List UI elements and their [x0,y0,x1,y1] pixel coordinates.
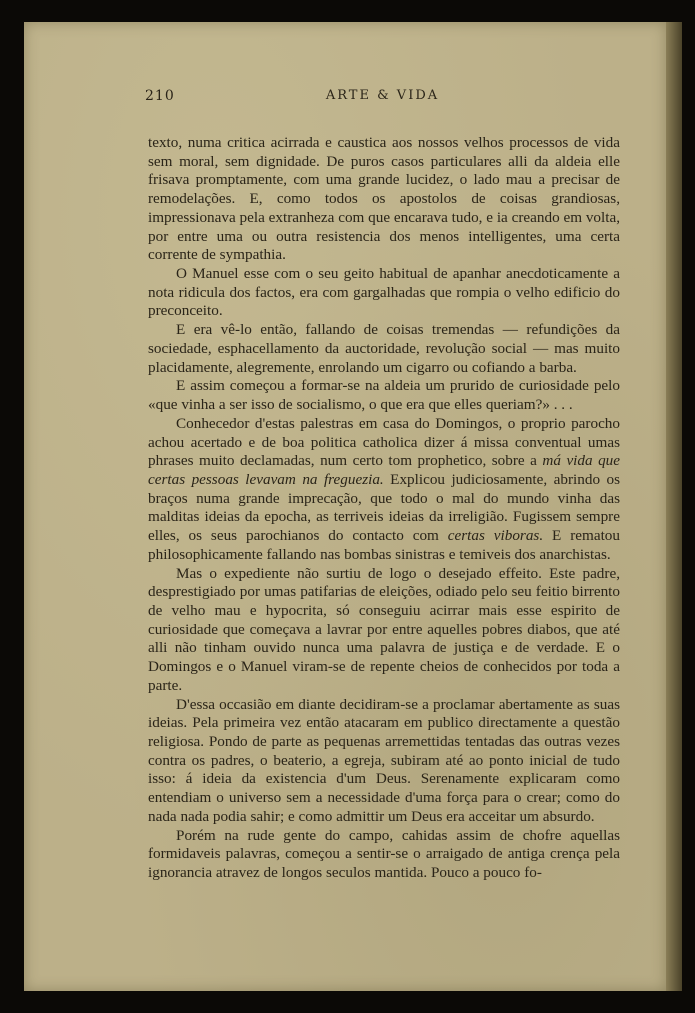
paragraph-6 [148,565,620,696]
italic-segment: certas viboras. [447,527,544,545]
page-edge-shadow [666,22,682,991]
text-segment: texto, numa critica acirrada e caustica aos nossos velhos processos de vida sem moral, sem dignidade. De puros casos particulares alli da aldeia elle frisava promptamente, com uma grande lucidez, o lado mau a precisar de remodelações. E, como todos os apostolos de coisas grandiosas, impressionava pela extranheza com que encarava tudo, e ia creando em volta, por entre uma ou outra resistencia dos menos intelligentes, uma certa corrente de sympathia. [148,134,620,264]
text-segment: D'essa occasião em diante decidiram-se a proclamar abertamente as suas ideias. Pela primeira vez então atacaram em publico directamente a questão religiosa. Pondo de parte as pequenas arremettidas tentadas das outras vezes contra os padres, o beaterio, a egreja, subiram até ao ponto inicial de tudo isso: á ideia da existencia d'um Deus. Serenamente explicaram como entendiam o universo sem a necessidade d'uma força para o crear; como do nada nada podia sahir; e como admittir um Deus era acceitar um absurdo. [148,695,620,825]
text-segment: Explicou judiciosamente, abrindo os braços numa grande imprecação, que todo o mal do mundo vinha das malditas ideias da epocha, as terriveis ideias da irreligião. Fugissem sempre elles, os seus parochianos do contacto com [148,470,620,545]
text-segment: E rematou philosophicamente fallando nas bombas sinistras e temiveis dos anarchistas. [148,527,620,563]
paragraph-4 [148,377,620,414]
page-header [145,88,620,110]
text-segment: Conhecedor d'estas palestras em casa do Domingos, o proprio parocho achou acertado e de boa politica catholica dizer á missa conventual umas phrases muito declamadas, num certo tom prophetico, sobre a [148,414,620,470]
body-text [148,134,620,883]
text-segment: E assim começou a formar-se na aldeia um prurido de curiosidade pelo «que vinha a ser isso de socialismo, o que era que elles queriam?» . . . [148,377,620,414]
text-segment: E era vê-lo então, fallando de coisas tremendas — refundições da sociedade, esphacellamento da auctoridade, revolução social — mas muito placidamente, alegremente, enrolando um cigarro ou cofiando a barba. [148,321,620,376]
paragraph-8 [148,827,620,883]
italic-segment: má vida que certas pessoas levavam na freguezia. [148,452,621,488]
running-title: ARTE & VIDA [325,88,440,103]
paragraph-7 [148,696,620,827]
paragraph-5 [148,415,620,565]
text-segment: O Manuel esse com o seu geito habitual de apanhar anecdoticamente a nota ridicula dos factos, era com gargalhadas que rompia o velho edificio do preconceito. [148,265,620,320]
paragraph-3 [148,321,620,377]
page-number: 210 [145,88,175,104]
paragraph-2 [148,265,620,321]
text-segment: Porém na rude gente do campo, cahidas assim de chofre aquellas formidaveis palavras, começou a sentir-se o arraigado de antiga crença pela ignorancia atravez de longos seculos mantida. Pouco a pouco fo- [148,826,620,882]
text-segment: Mas o expediente não surtiu de logo o desejado effeito. Este padre, desprestigiado por umas patifarias de eleições, odiado pelo seu feitio birrento de velho mau e hypocrita, só conseguiu acirrar mais esse espirito de curiosidade que começava a lavrar por entre aquelles pobres diabos, que até alli não tinham ouvido nunca uma palavra de justiça e de verdade. E o Domingos e o Manuel viram-se de repente cheios de conhecidos por toda a parte. [148,564,620,694]
paragraph-1 [148,134,620,265]
